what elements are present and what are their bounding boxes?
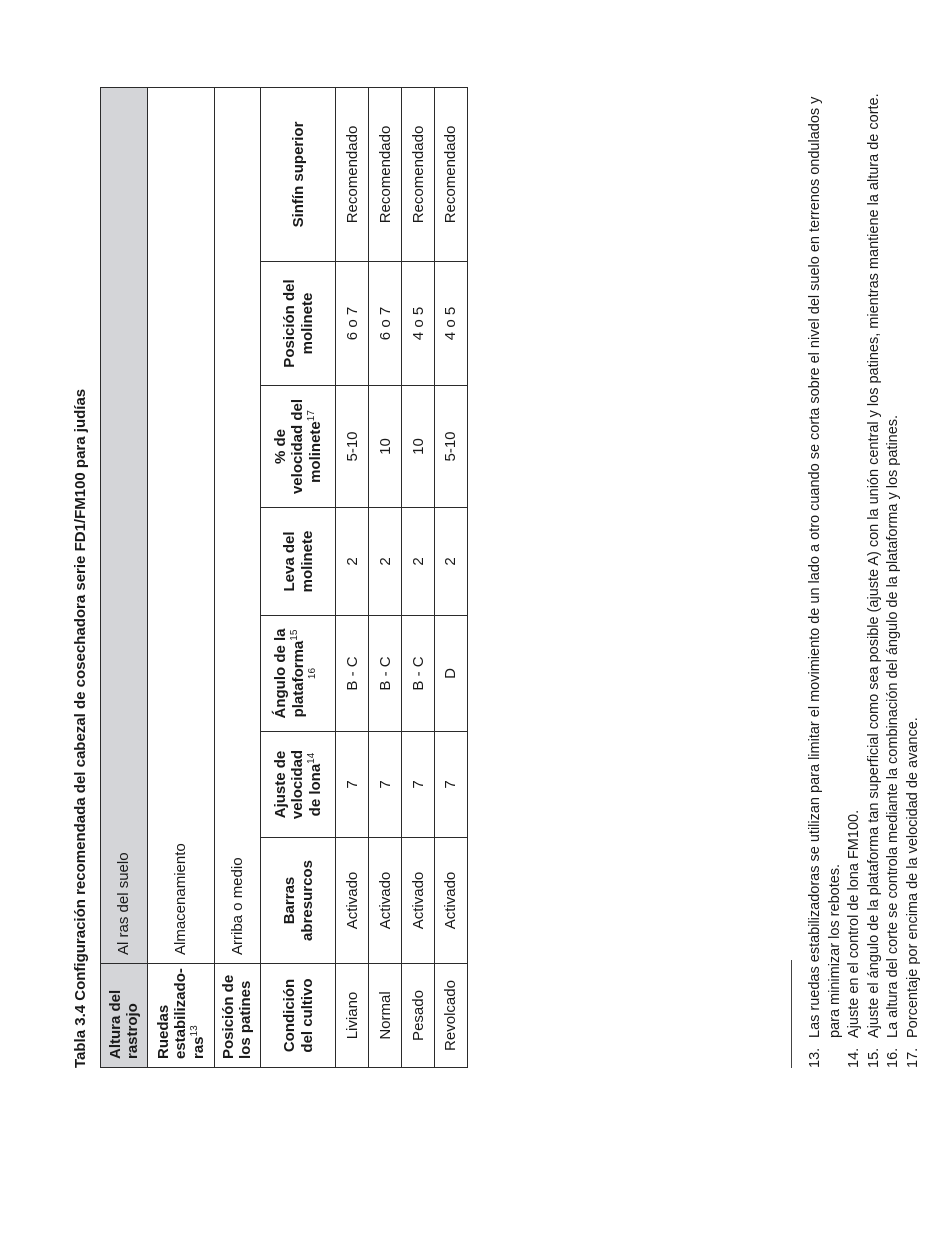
- footnote-17: 17. Porcentaje por encima de la velocidad de avance.: [904, 717, 921, 1068]
- footnote-divider: [791, 960, 792, 1068]
- table-cell: 2: [369, 508, 402, 616]
- table-row: [336, 87, 369, 1067]
- table-cell: B - C: [402, 616, 435, 732]
- footnotes: [806, 68, 923, 1068]
- header-header-angle: Ángulo de la plataforma$^{15 16}$: [261, 616, 336, 732]
- stubble-height-value: Al ras del suelo: [101, 87, 148, 963]
- skid-position-label: Posición de los patines: [214, 964, 261, 1068]
- table-cell: 4 o 5: [402, 262, 435, 386]
- table-cell: Recomendado: [369, 87, 402, 261]
- table-cell: 7: [336, 732, 369, 838]
- table-header-row: [261, 87, 336, 1067]
- table-cell: B - C: [369, 616, 402, 732]
- configuration-table: [100, 87, 468, 1068]
- table-cell: Recomendado: [434, 87, 467, 261]
- header-crop-dividers: Barras abresurcos: [261, 838, 336, 964]
- table-row-skid-position: [214, 87, 261, 1067]
- table-cell: 2: [336, 508, 369, 616]
- table-cell: D: [434, 616, 467, 732]
- table-cell: Normal: [369, 964, 402, 1068]
- header-reel-speed: % de velocidad del molinete$^{17}$: [261, 386, 336, 508]
- table-cell: Recomendado: [402, 87, 435, 261]
- table-cell: 7: [402, 732, 435, 838]
- table-caption: Tabla 3.4 Configuración recomendada del cabezal de cosechadora serie FD1/FM100 para judías: [72, 388, 89, 1068]
- table-cell: 10: [369, 386, 402, 508]
- footnote-ref-13: 13: [188, 1025, 200, 1037]
- table-row: [402, 87, 435, 1067]
- table-cell: 10: [402, 386, 435, 508]
- header-draper-speed: Ajuste de velocidad de lona$^{14}$: [261, 732, 336, 838]
- footnote-15: 15. Ajuste el ángulo de la plataforma tan superficial como sea posible (ajuste A) con la unión central y los patines, mientras mantiene la altura de corte.: [865, 93, 882, 1068]
- table-cell: 7: [434, 732, 467, 838]
- table-cell: 2: [402, 508, 435, 616]
- table-cell: 2: [434, 508, 467, 616]
- table-row-stubble-height: [101, 87, 148, 1067]
- table-cell: Activado: [434, 838, 467, 964]
- stubble-height-label: Altura del rastrojo: [101, 964, 148, 1068]
- table-cell: Revolcado: [434, 964, 467, 1068]
- footnote-16: 16. La altura del corte se controla mediante la combinación del ángulo de la plataforma y los patines.: [885, 414, 901, 1068]
- header-reel-position: Posición del molinete: [261, 262, 336, 386]
- header-reel-cam: Leva del molinete: [261, 508, 336, 616]
- table-cell: Activado: [336, 838, 369, 964]
- table-cell: Activado: [402, 838, 435, 964]
- table-cell: 6 o 7: [369, 262, 402, 386]
- header-crop-condition: Condición del cultivo: [261, 964, 336, 1068]
- stabilizer-wheels-value: Almacenamiento: [147, 87, 214, 963]
- table-cell: Activado: [369, 838, 402, 964]
- table-cell: 7: [369, 732, 402, 838]
- table-row-stabilizer-wheels: [147, 87, 214, 1067]
- table-row: [369, 87, 402, 1067]
- table-row: [434, 87, 467, 1067]
- table-cell: B - C: [336, 616, 369, 732]
- footnote-14: 14. Ajuste en el control de lona FM100.: [846, 809, 862, 1068]
- table-cell: 6 o 7: [336, 262, 369, 386]
- stabilizer-wheels-label: Ruedas estabilizado-ras$^{13}$: [147, 964, 214, 1068]
- table-cell: 5-10: [434, 386, 467, 508]
- skid-position-value: Arriba o medio: [214, 87, 261, 963]
- table-cell: 4 o 5: [434, 262, 467, 386]
- table-cell: 5-10: [336, 386, 369, 508]
- header-upper-auger: Sinfín superior: [261, 87, 336, 261]
- footnote-13: 13. Las ruedas estabilizadoras se utilizan para limitar el movimiento de un lado a otro cuando se corta sobre el nivel del suelo en terrenos ondulados y para minimizar los rebotes.: [807, 96, 843, 1068]
- table-cell: Pesado: [402, 964, 435, 1068]
- table-cell: Liviano: [336, 964, 369, 1068]
- table-cell: Recomendado: [336, 87, 369, 261]
